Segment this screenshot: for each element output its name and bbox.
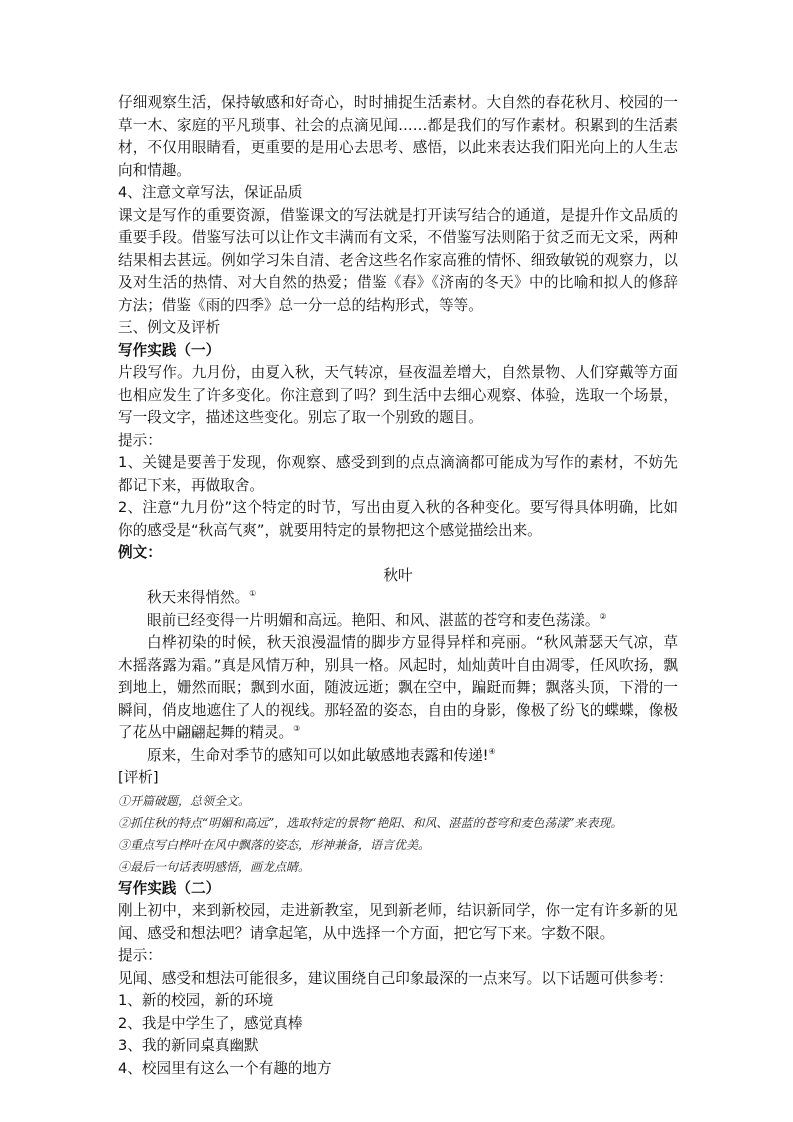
comment-item: ④最后一句话表明感悟，画龙点睛。 bbox=[118, 859, 311, 874]
example-label: 例文： bbox=[118, 544, 162, 561]
comment-item: ②抓住秋的特点“明媚和高远”，选取特定的景物“艳阳、和风、湛蓝的苍穹和麦色荡漾”来表现。 bbox=[118, 815, 623, 830]
topic-item: 3、我的新同桌真幽默 bbox=[118, 1037, 259, 1054]
essay-paragraph-3 bbox=[118, 632, 678, 745]
topic-item: 4、校园里有这么一个有趣的地方 bbox=[118, 1059, 332, 1077]
comment-label: [评析] bbox=[118, 769, 159, 786]
practice2-tips-body: 见闻、感受和想法可能很多，建议围绕自己印象最深的一点来写。以下话题可供参考： bbox=[118, 969, 673, 987]
footnote-mark: ③ bbox=[293, 724, 301, 734]
practice1-tip1: 1、关键是要善于发现，你观察、感受到到的点点滴滴都可能成为写作的素材，不妨先都记下来，再做取舍。 bbox=[118, 454, 678, 494]
essay-paragraph-1 bbox=[118, 587, 678, 610]
essay-p4-text: 原来，生命对季节的感知可以如此敏感地表露和传递! bbox=[147, 746, 489, 764]
practice1-prompt: 片段写作。九月份，由夏入秋，天气转凉，昼夜温差增大，自然景物、人们穿戴等方面也相应发生了许多变化。你注意到了吗？到生活中去细心观察、体验，选取一个场景，写一段文字，描述这些变化。别忘了取一个别致的题目。 bbox=[118, 364, 678, 426]
essay-p3-text: 白桦初染的时候，秋天浪漫温情的脚步方显得异样和亮丽。“秋风萧瑟天气凉，草木摇落露为霜。”真是风情万种，别具一格。风起时，灿灿黄叶自由凋零，任风吹扬，飘到地上，姗然而眠；飘到水面，随波远逝；飘在空中，蹁跹而舞；飘落头顶，下滑的一瞬间，俏皮地遮住了人的视线。那轻盈的姿态，自由的身影，像极了纷飞的蝶蝶，像极了花丛中翩翩起舞的精灵。 bbox=[118, 634, 678, 741]
topic-item: 1、新的校园，新的环境 bbox=[118, 992, 274, 1009]
practice1-tips-label: 提示： bbox=[118, 431, 162, 449]
section3-heading: 三、例文及评析 bbox=[118, 319, 221, 336]
footnote-mark: ① bbox=[249, 589, 257, 599]
document-page bbox=[118, 92, 678, 1080]
practice1-tip2: 2、注意“九月份”这个特定的时节，写出由夏入秋的各种变化。要写得具体明确，比如你的感受是“秋高气爽”，就要用特定的景物把这个感觉描绘出来。 bbox=[118, 499, 678, 539]
essay-title: 秋叶 bbox=[383, 566, 413, 584]
essay-paragraph-4 bbox=[118, 745, 678, 768]
comment-item: ①开篇破题，总领全文。 bbox=[118, 793, 251, 808]
footnote-mark: ② bbox=[599, 611, 607, 621]
practice2-heading: 写作实践（二） bbox=[118, 879, 221, 897]
practice1-heading: 写作实践（一） bbox=[118, 341, 221, 359]
practice2-prompt: 刚上初中，来到新校园，走进新教室，见到新老师，结识新同学，你一定有许多新的见闻、感受和想法吧？请拿起笔，从中选择一个方面，把它写下来。字数不限。 bbox=[118, 902, 678, 942]
section4-body: 课文是写作的重要资源，借鉴课文的写法就是打开读写结合的通道，是提升作文品质的重要手段。借鉴写法可以让作文丰满而有文采，不借鉴写法则陷于贫乏而无文采，两种结果相去甚远。例如学习朱自清、老舍这些名作家高雅的情怀、细致敏锐的观察力，以及对生活的热情、对大自然的热爱；借鉴《春》《济南的冬天》中的比喻和拟人的修辞方法；借鉴《雨的四季》总一分一总的结构形式，等等。 bbox=[118, 206, 678, 314]
essay-p2-text: 眼前已经变得一片明媚和高远。艳阳、和风、湛蓝的苍穹和麦色荡漾。 bbox=[147, 611, 600, 629]
practice2-tips-label: 提示： bbox=[118, 947, 162, 964]
footnote-mark: ④ bbox=[488, 746, 496, 756]
section4-heading: 4、注意文章写法，保证品质 bbox=[118, 184, 303, 201]
comment-item: ③重点写白桦叶在风中飘落的姿态，形神兼备，语言优美。 bbox=[118, 837, 431, 852]
intro-paragraph: 仔细观察生活，保持敏感和好奇心，时时捕捉生活素材。大自然的春花秋月、校园的一草一木、家庭的平凡琐事、社会的点滴见闻……都是我们的写作素材。积累到的生活素材，不仅用眼睛看，更重要的是用心去思考、感悟，以此来表达我们阳光向上的人生志向和情趣。 bbox=[118, 94, 678, 179]
topic-item: 2、我是中学生了，感觉真棒 bbox=[118, 1014, 303, 1032]
essay-paragraph-2 bbox=[118, 610, 678, 633]
essay-p1-text: 秋天来得悄然。 bbox=[147, 589, 250, 606]
